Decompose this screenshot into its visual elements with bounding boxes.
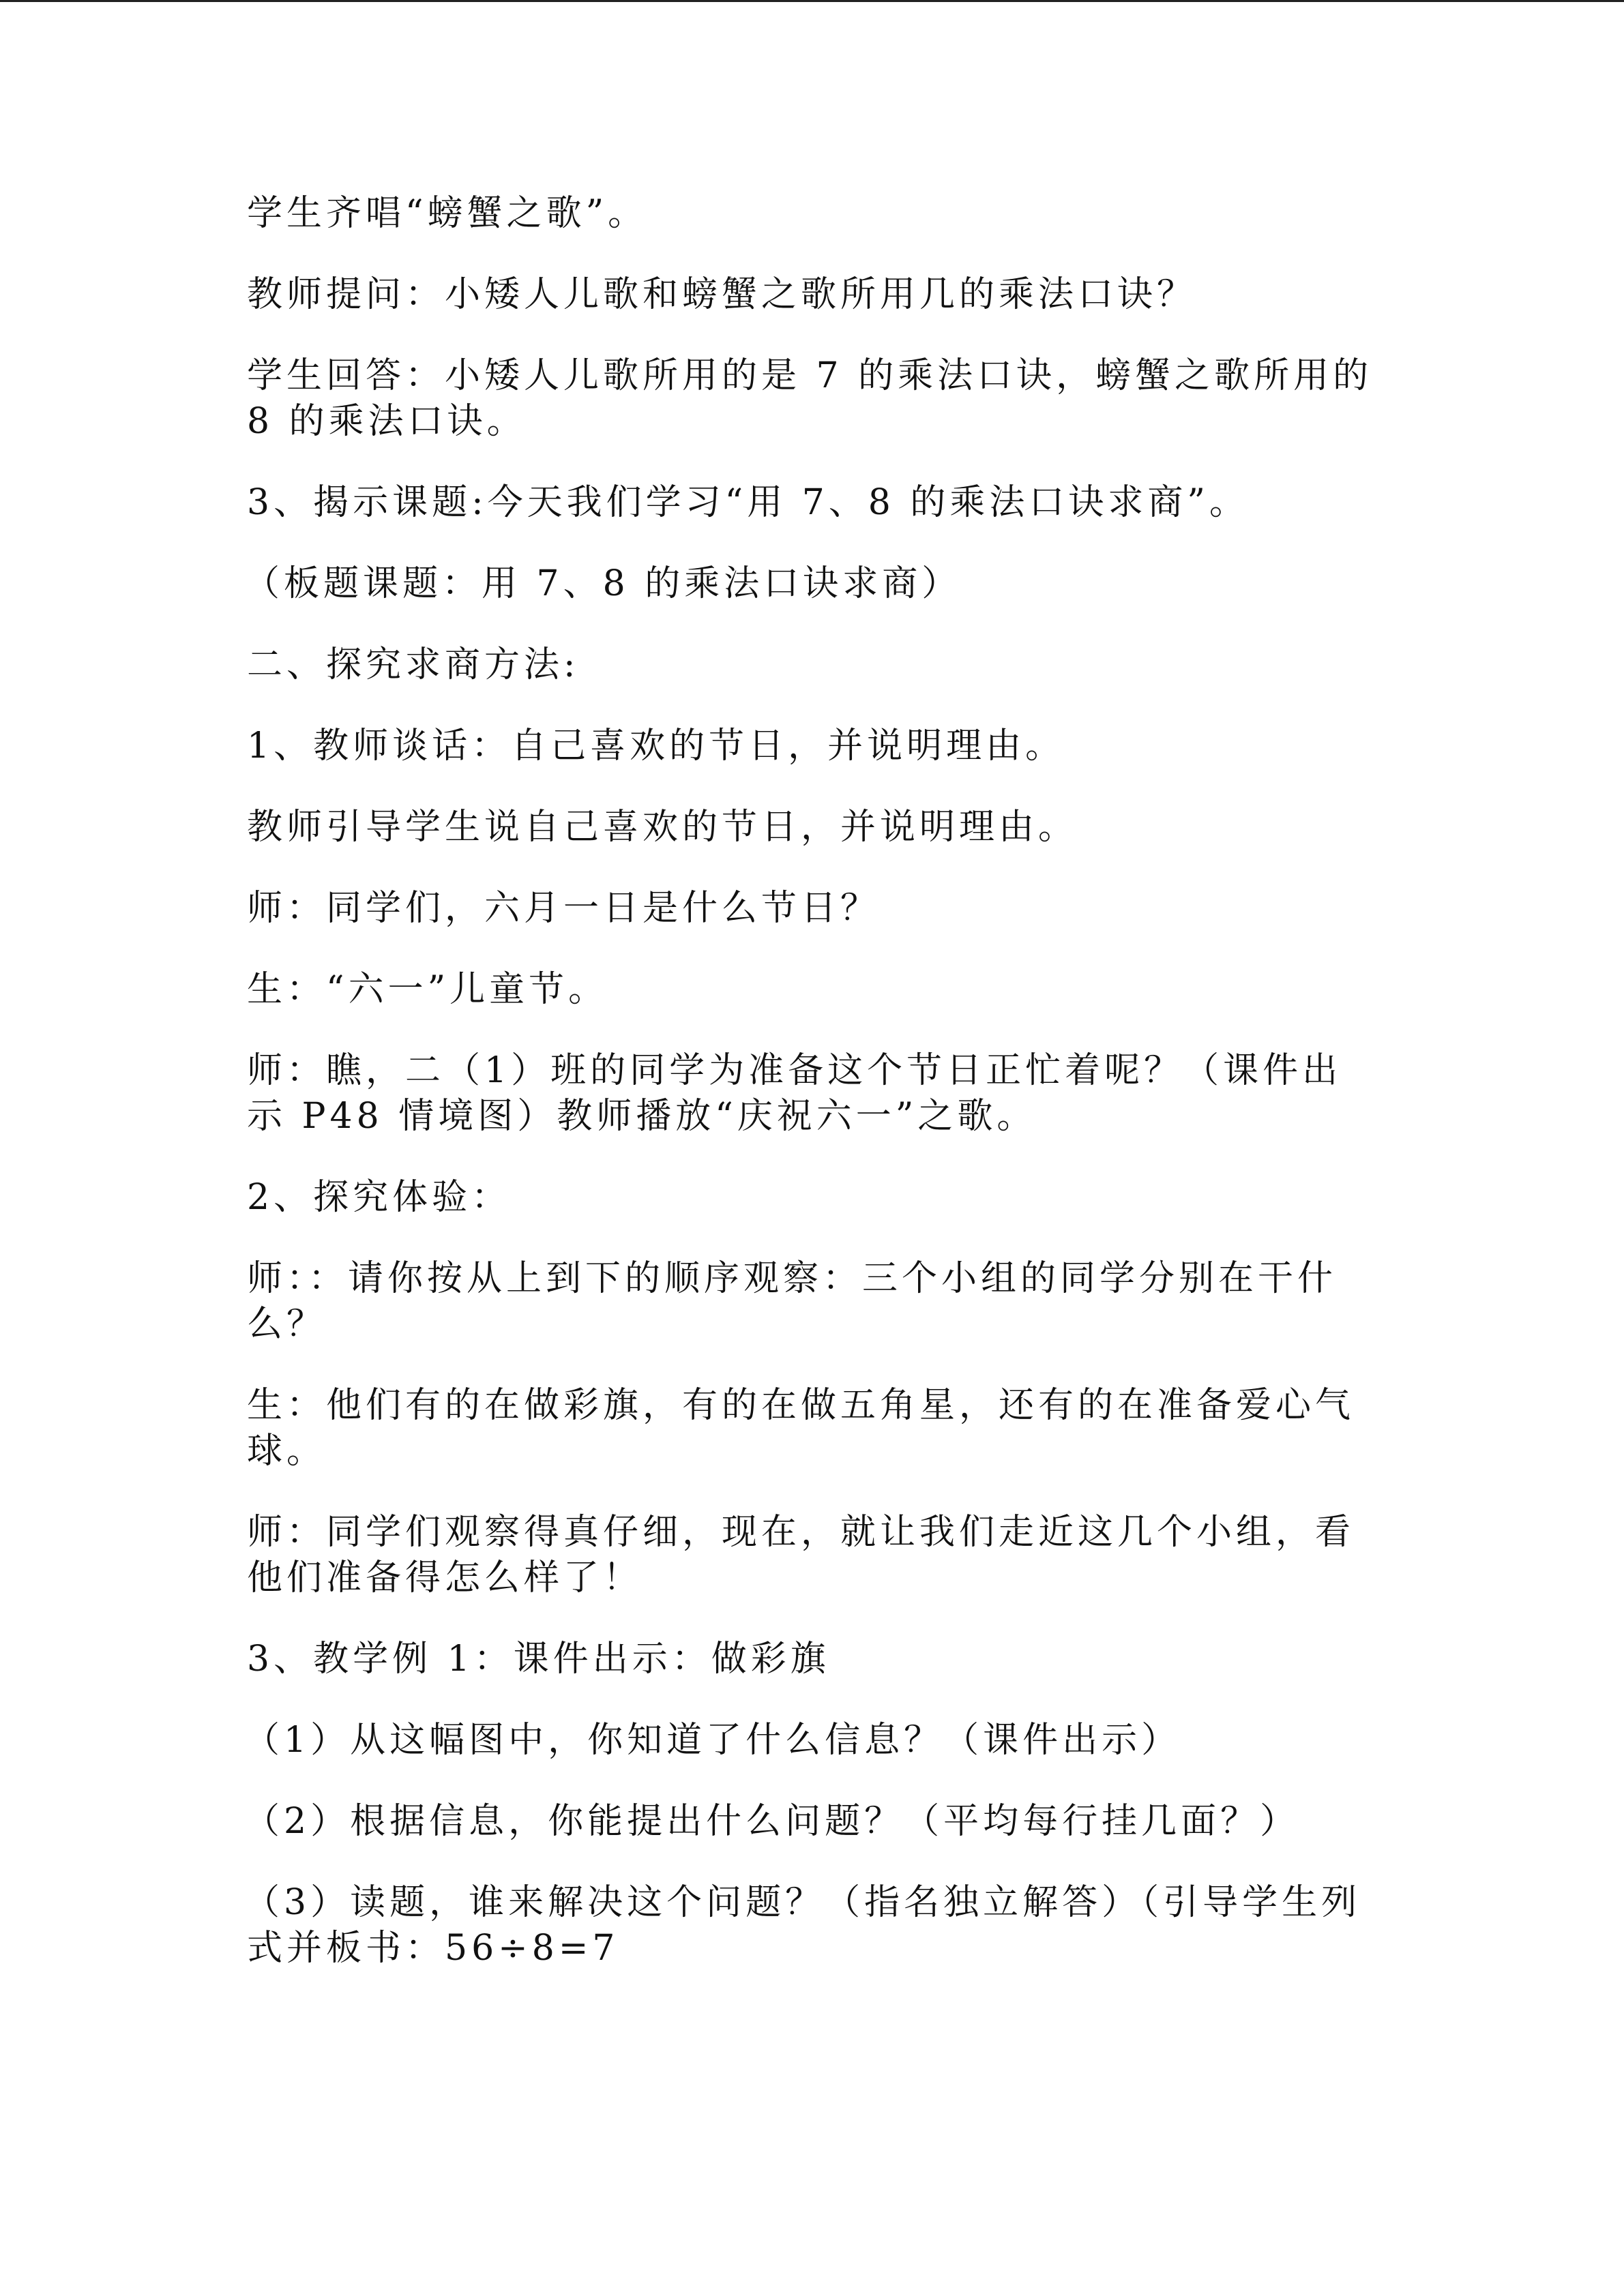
paragraph-12: 2、探究体验： <box>247 1177 512 1218</box>
page-top-border <box>0 0 1624 2</box>
paragraph-19: （3）读题，谁来解决这个问题？（指名独立解答）（引导学生列式并板书：56÷8=7 <box>244 1882 1361 1969</box>
paragraph-5: （板题课题：用 7、8 的乘法口诀求商） <box>244 563 962 604</box>
paragraph-11: 师：瞧，二（1）班的同学为准备这个节日正忙着呢？（课件出示 P48 情境图）教师播放“庆祝六一”之歌。 <box>247 1050 1342 1137</box>
paragraph-14: 生：他们有的在做彩旗，有的在做五角星，还有的在准备爱心气球。 <box>247 1385 1355 1472</box>
paragraph-8: 教师引导学生说自己喜欢的节日，并说明理由。 <box>247 807 1078 848</box>
paragraph-16: 3、教学例 1：课件出示：做彩旗 <box>247 1639 830 1680</box>
paragraph-1: 学生齐唱“螃蟹之歌”。 <box>247 193 648 234</box>
section-heading-2: 二、探究求商方法: <box>247 644 580 685</box>
paragraph-18: （2）根据信息，你能提出什么问题？（平均每行挂几面？） <box>244 1801 1300 1842</box>
paragraph-2: 教师提问：小矮人儿歌和螃蟹之歌所用几的乘法口诀？ <box>247 274 1197 315</box>
paragraph-3: 学生回答：小矮人儿歌所用的是 7 的乘法口诀，螃蟹之歌所用的 8 的乘法口诀。 <box>247 355 1373 442</box>
paragraph-4: 3、揭示课题:今天我们学习“用 7、8 的乘法口诀求商”。 <box>247 482 1249 523</box>
paragraph-15: 师：同学们观察得真仔细，现在，就让我们走近这几个小组，看他们准备得怎么样了！ <box>247 1512 1355 1598</box>
paragraph-10: 生：“六一”儿童节。 <box>247 969 608 1010</box>
paragraph-17: （1）从这幅图中，你知道了什么信息？（课件出示） <box>244 1720 1181 1761</box>
paragraph-9: 师：同学们，六月一日是什么节日？ <box>247 888 881 929</box>
paragraph-7: 1、教师谈话：自己喜欢的节日，并说明理由。 <box>247 726 1065 766</box>
paragraph-13: 师：：请你按从上到下的顺序观察：三个小组的同学分别在干什么？ <box>247 1258 1338 1345</box>
document-body <box>244 191 1379 2007</box>
